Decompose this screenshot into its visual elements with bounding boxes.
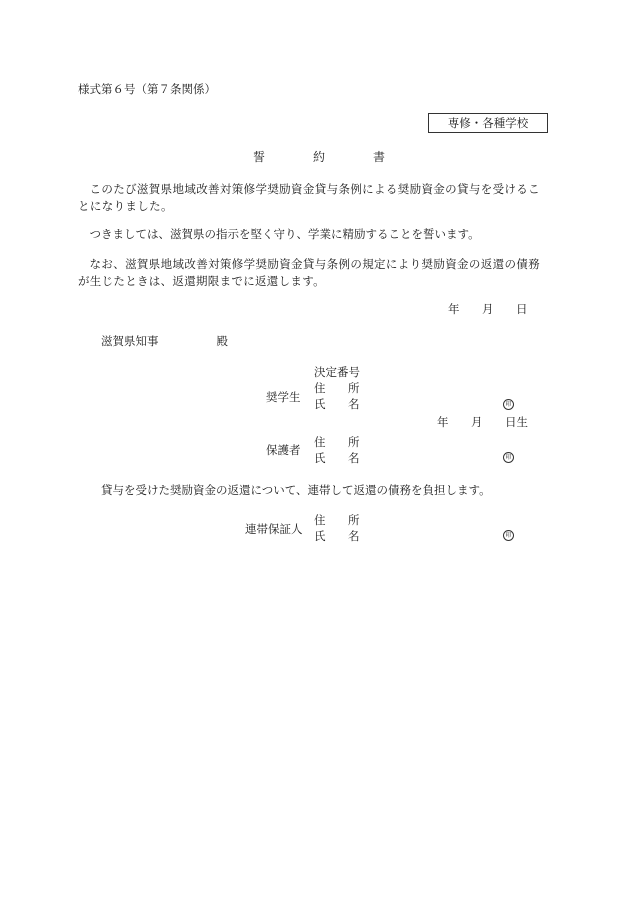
decision-number-label: 決定番号 bbox=[314, 365, 360, 379]
paragraph-loan: このたび滋賀県地域改善対策修学奨励資金貸与条例による奨励資金の貸与を受けることになりました。 bbox=[78, 182, 540, 213]
addressee bbox=[101, 333, 228, 350]
title-char-2: 約 bbox=[313, 150, 326, 164]
date-month: 月 bbox=[482, 302, 494, 316]
guarantor-address-label: 住 所 bbox=[314, 513, 360, 527]
birth-month: 月 bbox=[471, 415, 483, 429]
date-day: 日 bbox=[516, 302, 528, 316]
guardian-name-label: 氏 名 bbox=[314, 451, 360, 465]
guarantor-name-label: 氏 名 bbox=[314, 529, 360, 543]
date-year: 年 bbox=[448, 302, 460, 316]
guardian-seal-icon: 印 bbox=[503, 452, 514, 463]
paragraph-repay: なお、滋賀県地域改善対策修学奨励資金貸与条例の規定により奨励資金の返還の債務が生じたときは、返還期限までに返還します。 bbox=[78, 257, 540, 288]
joint-liability-statement: 貸与を受けた奨励資金の返還について、連帯して返還の債務を負担します。 bbox=[101, 483, 491, 497]
student-name-label: 氏 名 bbox=[314, 397, 360, 411]
document-title bbox=[253, 149, 385, 166]
paragraph-obey: つきましては、滋賀県の指示を堅く守り、学業に精励することを誓います。 bbox=[89, 227, 480, 241]
guarantor-seal-icon: 印 bbox=[503, 530, 514, 541]
birth-year: 年 bbox=[437, 415, 449, 429]
title-char-3: 書 bbox=[373, 150, 386, 164]
form-number: 様式第６号（第７条関係） bbox=[78, 82, 216, 96]
student-address-label: 住 所 bbox=[314, 381, 360, 395]
student-label: 奨学生 bbox=[266, 390, 301, 404]
addressee-name: 滋賀県知事 bbox=[101, 334, 159, 348]
addressee-honorific: 殿 bbox=[216, 334, 228, 348]
date-line bbox=[448, 301, 528, 318]
birth-day: 日生 bbox=[505, 415, 528, 429]
guarantor-label: 連帯保証人 bbox=[245, 522, 303, 536]
title-char-1: 誓 bbox=[253, 150, 266, 164]
school-type-box: 専修・各種学校 bbox=[428, 113, 548, 133]
birth-date-line bbox=[437, 414, 528, 431]
guardian-address-label: 住 所 bbox=[314, 435, 360, 449]
guardian-label: 保護者 bbox=[266, 443, 301, 457]
student-seal-icon: 印 bbox=[503, 399, 514, 410]
